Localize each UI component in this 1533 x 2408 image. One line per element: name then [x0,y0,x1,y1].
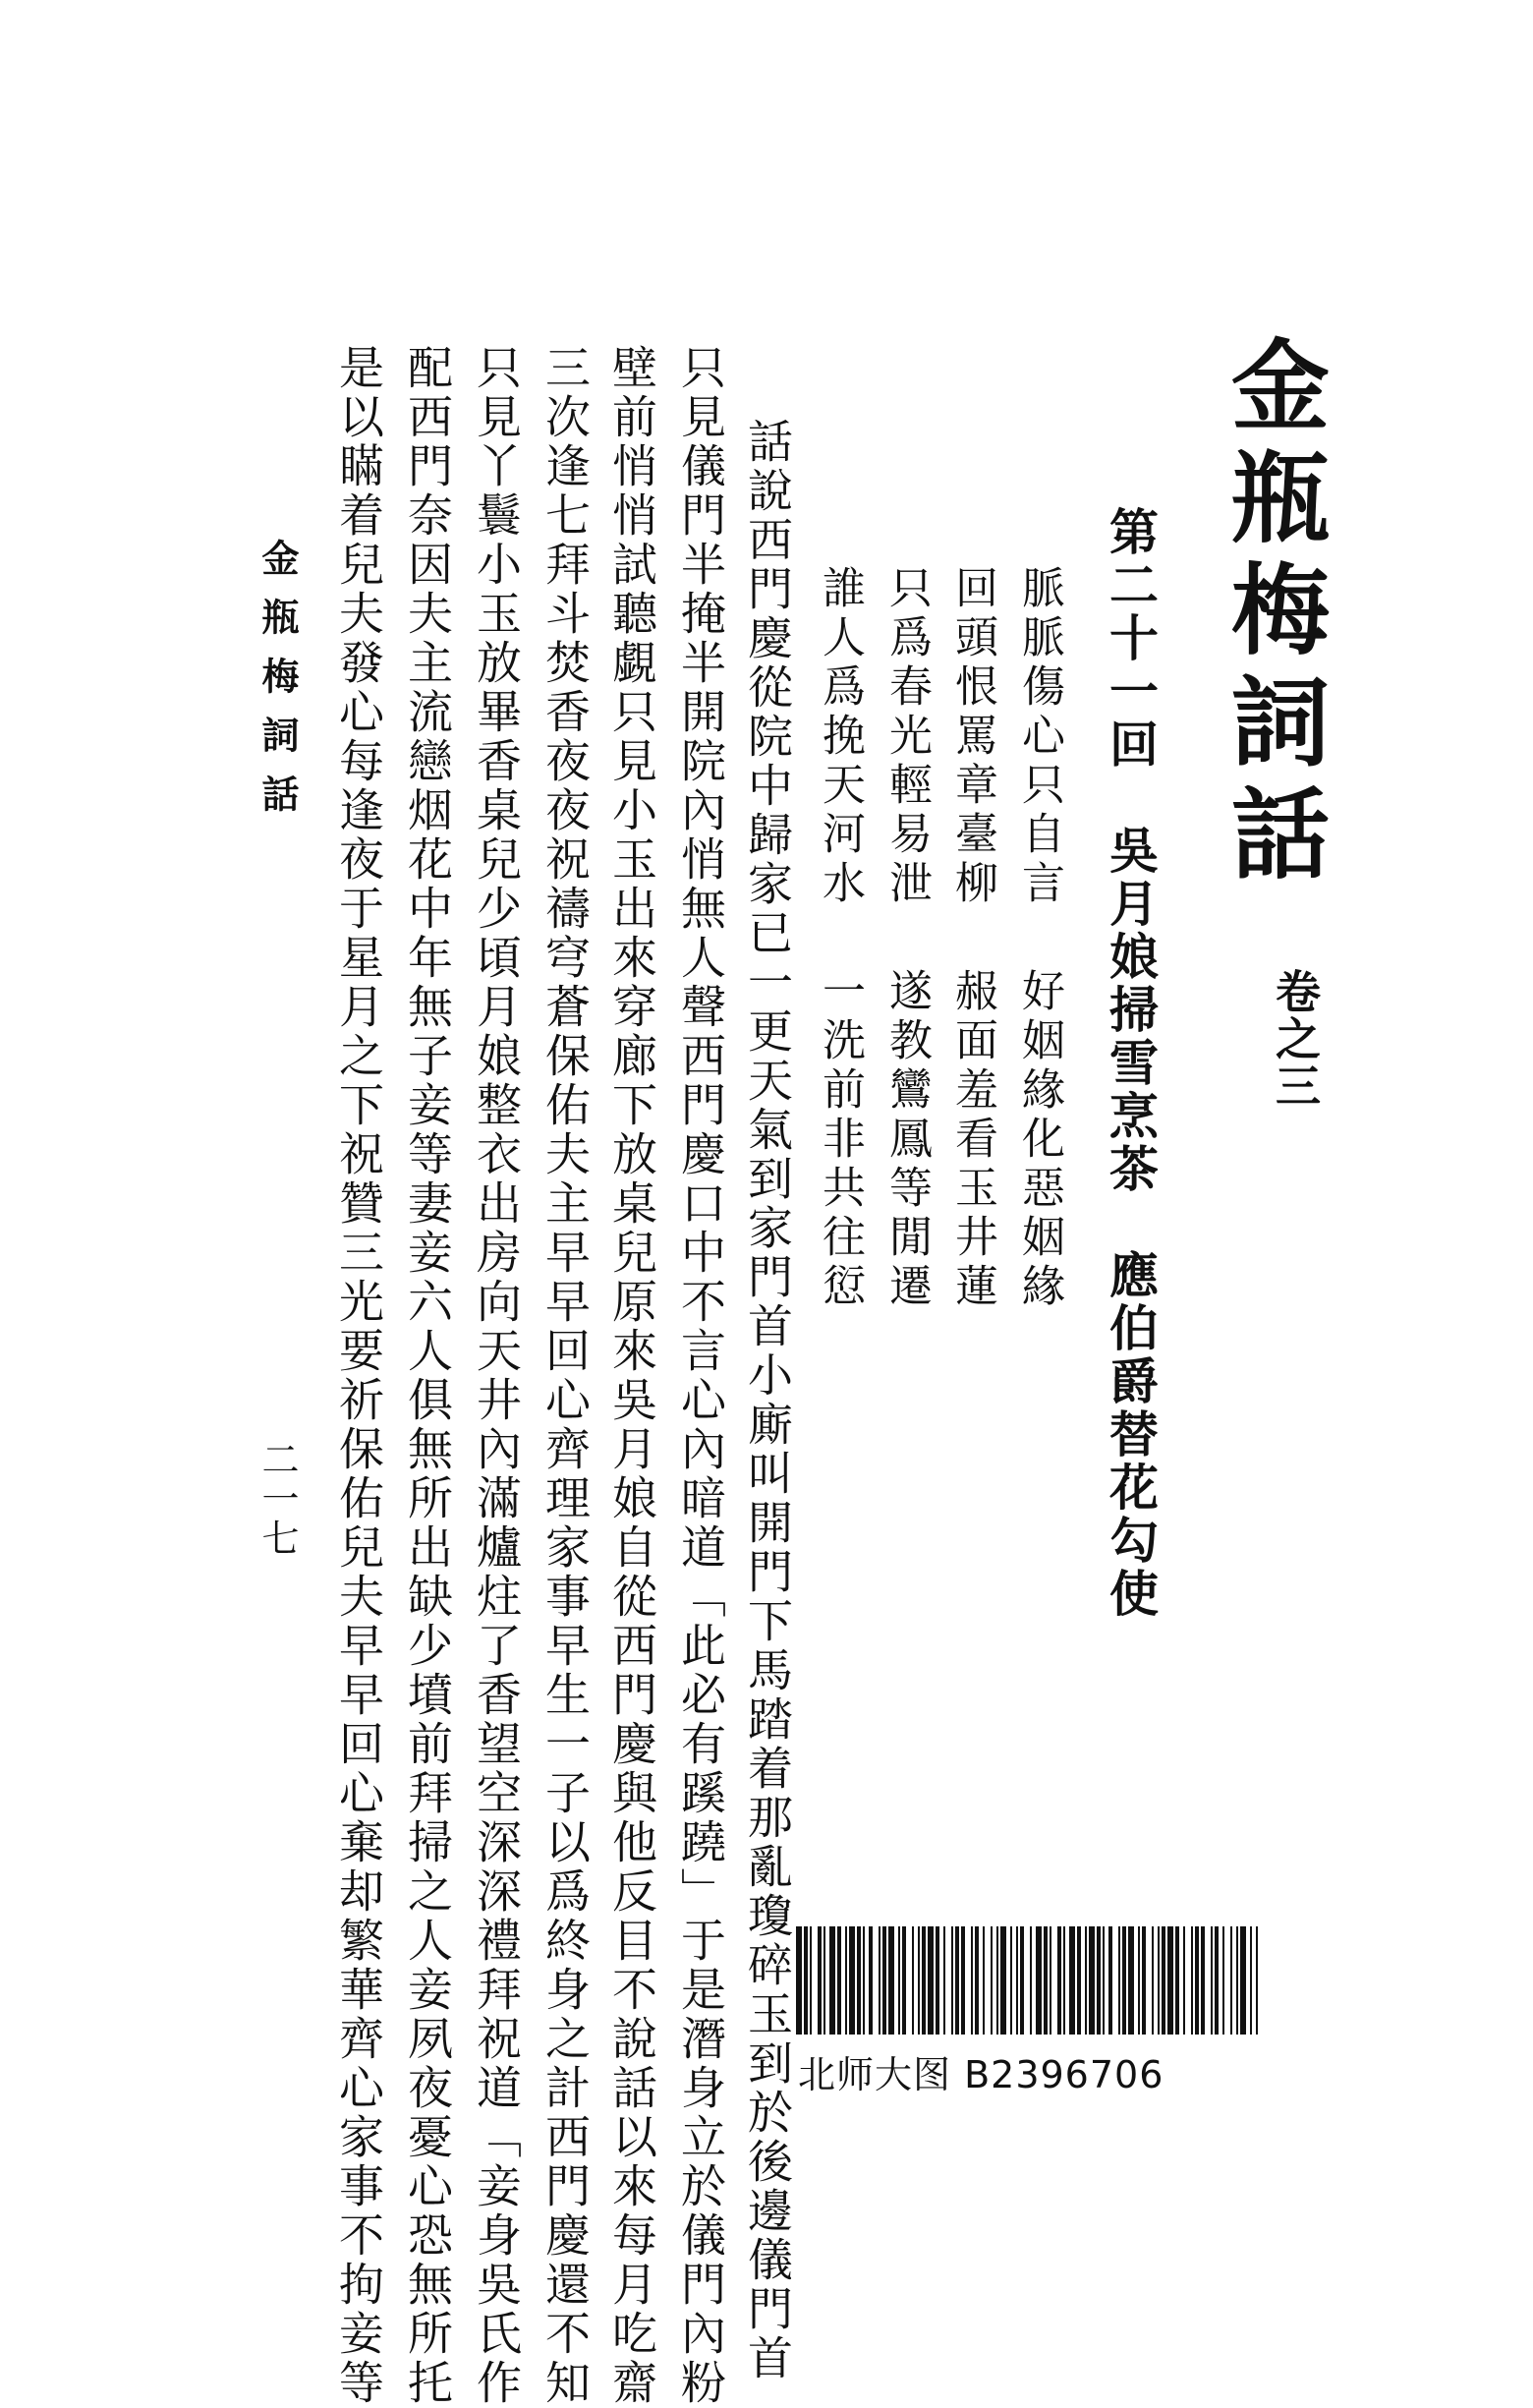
poem-line-4 [815,565,865,1312]
barcode-bar [1000,1926,1006,2035]
barcode-bar [1108,1926,1112,2035]
barcode-bar [882,1926,886,2035]
poem-line-2-upper: 回頭恨罵章臺柳 [947,565,997,909]
barcode-bar [996,1926,998,2035]
barcode-bar [1215,1926,1219,2035]
barcode-bar [1036,1926,1042,2035]
barcode-bar [1118,1926,1120,2035]
barcode-bar [991,1926,993,2035]
body-line-5: 只見丫鬟小玉放畢香桌兒少頃月娘整衣出房向天井內滿爐炷了香望空深深禮拜祝道「妾身吳氏作 [470,344,523,2408]
barcode-bar [1044,1926,1048,2035]
barcode-bar [1016,1926,1018,2035]
barcode-bar [1230,1926,1232,2035]
poem-line-1-upper: 脈脈傷心只自言 [1014,565,1064,909]
barcode-bar [943,1926,945,2035]
barcode-bar [1167,1926,1173,2035]
library-code: 北师大图 B2396706 [798,2053,1164,2096]
barcode-bar [1240,1926,1246,2035]
poem-line-4-upper: 誰人爲挽天河水 [815,565,865,909]
barcode-bar [951,1926,953,2035]
library-barcode-label [786,1917,1268,2096]
body-line-1: 話說西門慶從院中歸家已一更天氣到家門首小廝叫開門下馬踏着那亂瓊碎玉到於後邊儀門首 [741,418,794,2383]
barcode-bar [1089,1926,1095,2035]
poem-line-1-lower: 好姻緣化惡姻緣 [1014,968,1064,1312]
poem-line-4-lower: 一洗前非共往愆 [815,968,865,1312]
poem-line-3-upper: 只爲春光輕易泄 [881,565,932,909]
barcode-bar [912,1926,914,2035]
barcode-bar [1050,1926,1051,2035]
barcode-bar [888,1926,894,2035]
book-title: 金瓶梅詞話 [1215,334,1331,894]
body-line-6: 配西門奈因夫主流戀烟花中年無子妾等妻妾六人俱無所出缺少墳前拜掃之人妾夙夜憂心恐無所托 [401,344,454,2408]
barcode-bar [869,1926,873,2035]
barcode-bar [961,1926,965,2035]
running-title: 金瓶梅詞話 [256,539,300,833]
poem-line-2 [947,565,997,1312]
barcode-bar [1183,1926,1185,2035]
barcode-bar [1030,1926,1032,2035]
barcode-bar [1077,1926,1081,2035]
barcode-bar [1122,1926,1126,2035]
barcode-bar [983,1926,985,2035]
barcode-bar [936,1926,939,2035]
barcode-bar [1128,1926,1134,2035]
barcode-bar [1142,1926,1146,2035]
barcode-bar [1195,1926,1199,2035]
poem-line-3 [881,565,932,1312]
barcode-bar [1191,1926,1193,2035]
barcode-bar [1175,1926,1179,2035]
barcode-bar [928,1926,934,2035]
barcode-bar [1211,1926,1213,2035]
body-line-2: 只見儀門半掩半開院內悄無人聲西門慶口中不言心內暗道「此必有蹊蹺」于是潛身立於儀門內粉 [674,344,727,2408]
barcode-bar [1138,1926,1140,2035]
poem-line-1 [1014,565,1064,1312]
barcode-bar [971,1926,973,2035]
barcode-bar [1256,1926,1258,2035]
barcode-bar [902,1926,906,2035]
barcode-bar [829,1926,835,2035]
body-line-7: 是以瞞着兒夫發心每逢夜于星月之下祝贊三光要祈保佑兒夫早早回心棄却繁華齊心家事不拘妾等 [332,344,385,2408]
body-line-3: 壁前悄悄試聽覷只見小玉出來穿廊下放桌兒原來吳月娘自從西門慶與他反目不說話以來每月吃齋 [605,344,658,2408]
barcode-bar [879,1926,880,2035]
barcode-bar [796,1926,802,2035]
barcode-bar [955,1926,959,2035]
barcode-bar [810,1926,812,2035]
barcode-bar [857,1926,861,2035]
barcode-bar [1158,1926,1160,2035]
poem-line-2-lower: 赧面羞看玉井蓮 [947,968,997,1312]
page-number: 二一七 [256,1440,299,1558]
barcode-bar [1010,1926,1012,2035]
barcode-bar [845,1926,847,2035]
barcode-bar [922,1926,926,2035]
chapter-heading: 第二十一回 吳月娘掃雪烹茶 應伯爵替花勾使 [1102,506,1160,1621]
barcode-bar [1162,1926,1165,2035]
body-line-4: 三次逢七拜斗焚香夜夜祝禱穹蒼保佑夫主早早回心齊理家事早生一子以爲終身之計西門慶還不知 [539,344,592,2408]
barcode-bar [818,1926,822,2035]
barcode-bar [1236,1926,1238,2035]
barcode-bar [1069,1926,1075,2035]
volume-label: 卷之三 [1269,968,1322,1110]
barcode-bar [863,1926,865,2035]
barcode-bar [823,1926,825,2035]
barcode-bar [1085,1926,1087,2035]
barcode-bar [804,1926,808,2035]
barcode-bar [1097,1926,1101,2035]
barcode-bar [1222,1926,1224,2035]
barcode-bar [1250,1926,1252,2035]
barcode-bar [898,1926,900,2035]
barcode-bar [918,1926,920,2035]
barcode-icon [796,1926,1258,2035]
barcode-bar [1063,1926,1065,2035]
barcode-bar [1057,1926,1061,2035]
poem-line-3-lower: 遂教鸞鳳等閒遷 [881,968,932,1312]
barcode-bar [1201,1926,1205,2035]
barcode-bar [837,1926,841,2035]
barcode-bar [849,1926,855,2035]
barcode-bar [1103,1926,1105,2035]
barcode-bar [975,1926,979,2035]
barcode-bar [1152,1926,1154,2035]
barcode-bar [1020,1926,1024,2035]
